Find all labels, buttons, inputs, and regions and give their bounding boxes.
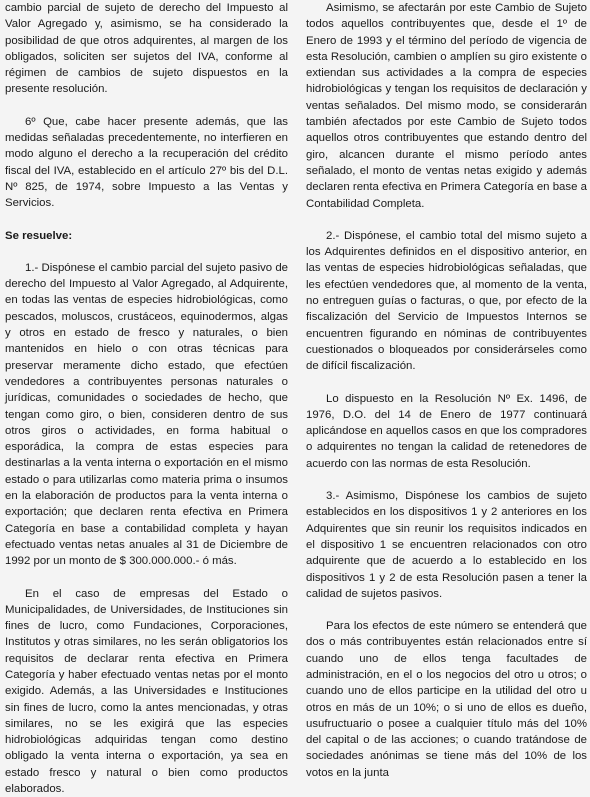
intro-paragraph: cambio parcial de sujeto de derecho del Impuesto al Valor Agregado y, asimismo, se ha considerado la posibilidad de que otros adquirentes, al margen de los obligados, soliciten ser sujetos del IVA, conforme al régimen de cambios de sujeto dispuestos en la presente resolución. <box>5 0 288 98</box>
left-column <box>5 0 288 797</box>
dispositivo-2-paragraph: 2.- Dispónese, el cambio total del mismo sujeto a los Adquirentes definidos en el dispositivo anterior, en las ventas de especies hidrobiológicas señaladas, que les efectúen vendedores que, al momento de la venta, no entreguen guías o facturas, o que, por efecto de la fiscalización del Servicio de Impuestos Internos se encuentren figurando en nóminas de contribuyentes cuestionados o bloqueados por considerárseles como de difícil fiscalización. <box>306 228 587 375</box>
dispositivo-3-paragraph: 3.- Asimismo, Dispónese los cambios de sujeto establecidos en los dispositivos 1 y 2 anteriores en los Adquirentes que sin reunir los requisitos indicados en el dispositivo 1 se encuentren relacionados con otro adquirente que de acuerdo a lo establecido en los dispositivos 1 y 2 de esta Resolución pasen a tener la calidad de sujetos pasivos. <box>306 488 587 602</box>
right-column <box>306 0 587 781</box>
section-heading: Se resuelve: <box>5 228 288 244</box>
paragraph-6: 6º Que, cabe hacer presente además, que las medidas señaladas precedentemente, no interfieren en modo alguno el derecho a la recuperación del crédito fiscal del IVA, establecido en el artículo 27º bis del D.L. Nº 825, de 1974, sobre Impuesto a las Ventas y Servicios. <box>5 114 288 212</box>
dispuesto-paragraph: Lo dispuesto en la Resolución Nº Ex. 1496, de 1976, D.O. del 14 de Enero de 1977 continuará aplicándose en aquellos casos en que los compradores o adquirentes no tengan la calidad de retenedores de acuerdo con las normas de esta Resolución. <box>306 391 587 472</box>
asimismo-paragraph: Asimismo, se afectarán por este Cambio de Sujeto todos aquellos contribuyentes que, desde el 1º de Enero de 1993 y el término del período de vigencia de esta Resolución, cambien o amplíen su giro existente o extiendan sus actividades a la compra de especies hidrobiológicas y tengan los requisitos de declaración y ventas señalados. Del mismo modo, se considerarán también afectados por este Cambio de Sujeto todos aquellos otros contribuyentes que estando dentro del giro, alcancen durante el mismo período antes señalado, el monto de ventas netas exigido y además declaren renta efectiva en Primera Categoría en base a Contabilidad Completa. <box>306 0 587 212</box>
empresas-paragraph: En el caso de empresas del Estado o Municipalidades, de Universidades, de Instituciones sin fines de lucro, como Fundaciones, Corporaciones, Institutos y otras similares, no les serán obligatorios los requisitos de declarar renta efectiva en Primera Categoría y haber efectuado ventas netas por el monto exigido. Además, a las Universidades e Instituciones sin fines de lucro, como la antes mencionadas, y otras similares, no se les exigirá que las especies hidrobiológicas adquiridas tengan como destino obligado la venta interna o exportación, ya sea en estado fresco y natural o bien como productos elaborados. <box>5 586 288 797</box>
efectos-paragraph: Para los efectos de este número se entenderá que dos o más contribuyentes están relacionados entre sí cuando uno de ellos tenga facultades de administración, en el o los negocios del otro u otros; o cuando uno de ellos participe en la utilidad del otro u otros en más de un 10%; o si uno de ellos es dueño, usufructuario o posee a cualquier título más del 10% del capital o de las acciones; o cuando tratándose de sociedades anónimas se tiene más del 10% de los votos en la junta <box>306 618 587 781</box>
dispositivo-1-paragraph: 1.- Dispónese el cambio parcial del sujeto pasivo de derecho del Impuesto al Valor Agregado, al Adquirente, en todas las ventas de especies hidrobiológicas, como pescados, moluscos, crustáceos, equinodermos, algas y otros en estado de fresco y naturales, o bien mantenidos en hielo o con otras técnicas para preservar meramente dicho estado, que efectúen vendedores a contribuyentes personas naturales o jurídicas, comunidades o sociedades de hecho, que tengan como giro, o bien, consideren dentro de sus otros giros o actividades, en forma habitual o esporádica, la compra de estas especies para destinarlas a la venta interna o exportación en el mismo estado o para utilizarlas como materia prima o insumos en la elaboración de productos para la venta interna o exportación; que declaren renta efectiva en Primera Categoría en base a contabilidad completa y hayan efectuado ventas netas anuales al 31 de Diciembre de 1992 por un monto de $ 300.000.000.- ó más. <box>5 260 288 570</box>
